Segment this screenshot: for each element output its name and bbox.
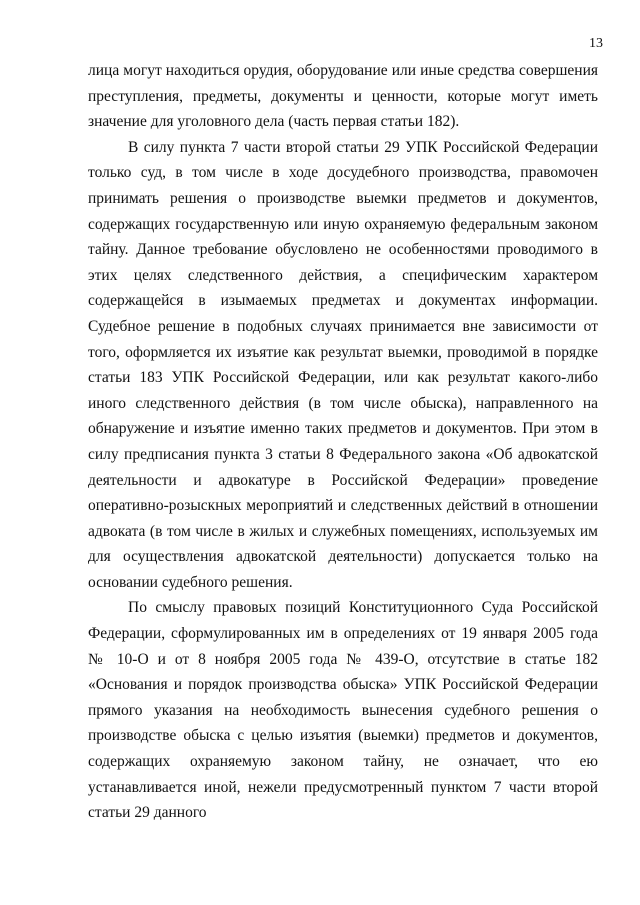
paragraph-2: В силу пункта 7 части второй статьи 29 УПК Российской Федерации только суд, в том числе в ходе досудебного производства, правомочен принимать решения о производстве выемки предметов и документов, содержащих государственную или иную охраняемую федеральным законом тайну. Данное требование обусловлено не особенностями проводимого в этих целях следственного действия, а специфическим характером содержащейся в изымаемых предметах и документах информации. Судебное решение в подобных случаях принимается вне зависимости от того, оформляется их изъятие как результат выемки, проводимой в порядке статьи 183 УПК Российской Федерации, или как результат какого-либо иного следственного действия (в том числе обыска), направленного на обнаружение и изъятие именно таких предметов и документов. При этом в силу предписания пункта 3 статьи 8 Федерального закона «Об адвокатской деятельности и адвокатуре в Российской Федерации» проведение оперативно-розыскных мероприятий и следственных действий в отношении адвоката (в том числе в жилых и служебных помещениях, используемых им для осуществления адвокатской деятельности) допускается только на основании судебного решения. <box>88 138 598 591</box>
paragraph-1: лица могут находиться орудия, оборудование или иные средства совершения преступления, предметы, документы и ценности, которые могут иметь значение для уголовного дела (часть первая статьи 182). <box>88 62 598 131</box>
paragraph-3: По смыслу правовых позиций Конституционного Суда Российской Федерации, сформулированных им в определениях от 19 января 2005 года № 10-О и от 8 ноября 2005 года № 439-О, отсутствие в статье 182 «Основания и порядок производства обыска» УПК Российской Федерации прямого указания на необходимость вынесения судебного решения о производстве обыска с целью изъятия (выемки) предметов и документов, содержащих охраняемую законом тайну, не означает, что ею устанавливается иной, нежели предусмотренный пунктом 7 части второй статьи 29 данного <box>88 599 598 822</box>
document-body <box>88 58 598 826</box>
page-number: 13 <box>589 36 603 51</box>
